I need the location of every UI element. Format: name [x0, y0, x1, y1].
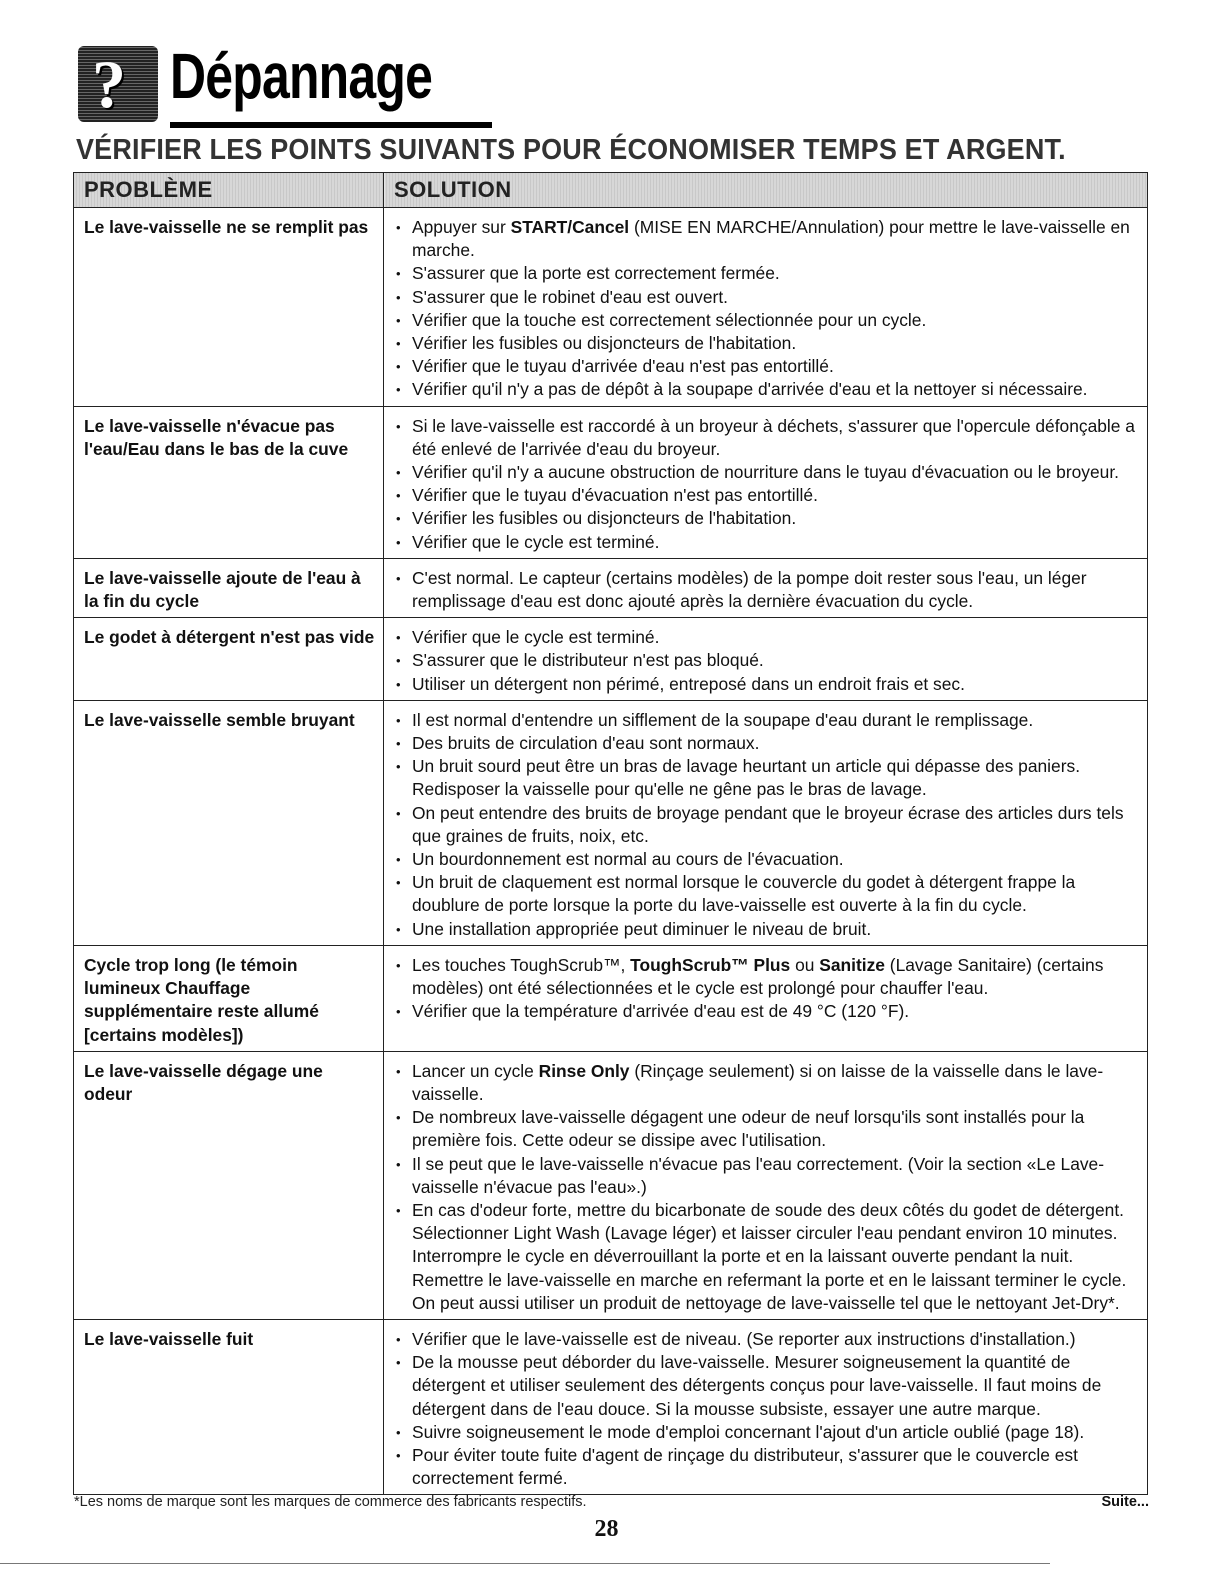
problem-cell: Le lave-vaisselle semble bruyant	[74, 700, 384, 945]
title-underline	[170, 122, 492, 128]
problem-cell: Le godet à détergent n'est pas vide	[74, 618, 384, 701]
page-number: 28	[594, 1516, 619, 1542]
solution-cell	[384, 618, 1148, 701]
troubleshooting-table	[73, 172, 1148, 1495]
solution-item: • C'est normal. Le capteur (certains modèles) de la pompe doit rester sous l'eau, un léger remplissage d'eau est donc ajouté après la dernière évacuation du cycle.	[394, 567, 1139, 613]
table-row	[74, 208, 1148, 407]
solution-item: • Vérifier que le cycle est terminé.	[394, 531, 1139, 554]
solution-item: • Si le lave-vaisselle est raccordé à un broyeur à déchets, s'assurer que l'opercule défonçable a été enlevé de l'arrivée d'eau du broyeur.	[394, 415, 1139, 461]
solution-item: • Vérifier que le tuyau d'arrivée d'eau n'est pas entortillé.	[394, 355, 1139, 378]
solution-list	[394, 1328, 1139, 1490]
solution-item: • Il est normal d'entendre un sifflement de la soupape d'eau durant le remplissage.	[394, 709, 1139, 732]
table-row	[74, 700, 1148, 945]
solution-item: • Un bourdonnement est normal au cours de l'évacuation.	[394, 848, 1139, 871]
page-header	[78, 38, 1148, 128]
solution-item: • Utiliser un détergent non périmé, entreposé dans un endroit frais et sec.	[394, 673, 1139, 696]
footnote: *Les noms de marque sont les marques de commerce des fabricants respectifs.	[74, 1494, 587, 1510]
solution-list	[394, 954, 1139, 1024]
solution-item: • Suivre soigneusement le mode d'emploi concernant l'ajout d'un article oublié (page 18).	[394, 1421, 1139, 1444]
solution-list	[394, 626, 1139, 696]
solution-item: • En cas d'odeur forte, mettre du bicarbonate de soude des deux côtés du godet de détergent. Sélectionner Light Wash (Lavage léger) et laisser circuler l'eau pendant environ 10 minutes. Interrompre le cycle en déverrouillant la porte et en la laissant ouverte pendant la nuit. Remettre le lave-vaisselle en marche en refermant la porte et en le laissant terminer le cycle. On peut aussi utiliser un produit de nettoyage de lave-vaisselle tel que le nettoyant Jet-Dry*.	[394, 1199, 1139, 1315]
solution-list	[394, 415, 1139, 554]
solution-column-header: SOLUTION	[384, 173, 1148, 208]
solution-item: • Des bruits de circulation d'eau sont normaux.	[394, 732, 1139, 755]
solution-list	[394, 1060, 1139, 1315]
solution-item: • S'assurer que le distributeur n'est pas bloqué.	[394, 649, 1139, 672]
page-title: Dépannage	[170, 40, 433, 112]
table-row	[74, 1051, 1148, 1319]
bottom-rule	[0, 1563, 1050, 1564]
solution-item: • Vérifier les fusibles ou disjoncteurs de l'habitation.	[394, 332, 1139, 355]
problem-cell: Le lave-vaisselle ne se remplit pas	[74, 208, 384, 407]
solution-item: • Vérifier que le cycle est terminé.	[394, 626, 1139, 649]
solution-cell	[384, 700, 1148, 945]
solution-item: • Il se peut que le lave-vaisselle n'évacue pas l'eau correctement. (Voir la section «Le Lave-vaisselle n'évacue pas l'eau».)	[394, 1153, 1139, 1199]
question-mark-icon: ?	[78, 46, 158, 122]
solution-item: • Vérifier qu'il n'y a aucune obstruction de nourriture dans le tuyau d'évacuation ou le broyeur.	[394, 461, 1139, 484]
table-row	[74, 558, 1148, 617]
table-row	[74, 618, 1148, 701]
solution-item: • Pour éviter toute fuite d'agent de rinçage du distributeur, s'assurer que le couvercle est correctement fermé.	[394, 1444, 1139, 1490]
solution-cell	[384, 945, 1148, 1051]
problem-cell: Cycle trop long (le témoin lumineux Chauffage supplémentaire reste allumé [certains modèles])	[74, 945, 384, 1051]
problem-cell: Le lave-vaisselle dégage une odeur	[74, 1051, 384, 1319]
problem-cell: Le lave-vaisselle fuit	[74, 1319, 384, 1494]
solution-item: • On peut entendre des bruits de broyage pendant que le broyeur écrase des articles durs tels que graines de fruits, noix, etc.	[394, 802, 1139, 848]
problem-column-header: PROBLÈME	[74, 173, 384, 208]
solution-item: • Un bruit sourd peut être un bras de lavage heurtant un article qui dépasse des paniers. Redisposer la vaisselle pour qu'elle ne gêne pas le bras de lavage.	[394, 755, 1139, 801]
solution-cell	[384, 1051, 1148, 1319]
problem-cell: Le lave-vaisselle n'évacue pas l'eau/Eau dans le bas de la cuve	[74, 406, 384, 558]
continued-label: Suite...	[1101, 1494, 1149, 1510]
solution-list	[394, 216, 1139, 402]
solution-cell	[384, 558, 1148, 617]
solution-item: • Vérifier qu'il n'y a pas de dépôt à la soupape d'arrivée d'eau et la nettoyer si nécessaire.	[394, 378, 1139, 401]
solution-list	[394, 567, 1139, 613]
table-row	[74, 1319, 1148, 1494]
solution-cell	[384, 208, 1148, 407]
solution-item: • Vérifier que le lave-vaisselle est de niveau. (Se reporter aux instructions d'installation.)	[394, 1328, 1139, 1351]
solution-item: • S'assurer que la porte est correctement fermée.	[394, 262, 1139, 285]
solution-item: • Lancer un cycle Rinse Only (Rinçage seulement) si on laisse de la vaisselle dans le lave-vaisselle.	[394, 1060, 1139, 1106]
solution-item: • Vérifier que la touche est correctement sélectionnée pour un cycle.	[394, 309, 1139, 332]
solution-item: • Vérifier les fusibles ou disjoncteurs de l'habitation.	[394, 507, 1139, 530]
problem-cell: Le lave-vaisselle ajoute de l'eau à la fin du cycle	[74, 558, 384, 617]
section-subheading: VÉRIFIER LES POINTS SUIVANTS POUR ÉCONOMISER TEMPS ET ARGENT.	[76, 134, 1066, 166]
solution-cell	[384, 1319, 1148, 1494]
solution-item: • Vérifier que le tuyau d'évacuation n'est pas entortillé.	[394, 484, 1139, 507]
solution-item: • Les touches ToughScrub™, ToughScrub™ Plus ou Sanitize (Lavage Sanitaire) (certains modèles) ont été sélectionnées et le cycle est prolongé pour chauffer l'eau.	[394, 954, 1139, 1000]
solution-cell	[384, 406, 1148, 558]
solution-item: • S'assurer que le robinet d'eau est ouvert.	[394, 286, 1139, 309]
solution-item: • Appuyer sur START/Cancel (MISE EN MARCHE/Annulation) pour mettre le lave-vaisselle en marche.	[394, 216, 1139, 262]
table-header-row	[74, 173, 1148, 208]
table-row	[74, 945, 1148, 1051]
solution-list	[394, 709, 1139, 941]
solution-item: • Une installation appropriée peut diminuer le niveau de bruit.	[394, 918, 1139, 941]
solution-item: • De nombreux lave-vaisselle dégagent une odeur de neuf lorsqu'ils sont installés pour la première fois. Cette odeur se dissipe avec l'utilisation.	[394, 1106, 1139, 1152]
solution-item: • Vérifier que la température d'arrivée d'eau est de 49 °C (120 °F).	[394, 1000, 1139, 1023]
solution-item: • De la mousse peut déborder du lave-vaisselle. Mesurer soigneusement la quantité de détergent et utiliser seulement des détergents conçus pour lave-vaisselle. Il faut moins de détergent dans de l'eau douce. Si la mousse subsiste, essayer une autre marque.	[394, 1351, 1139, 1421]
solution-item: • Un bruit de claquement est normal lorsque le couvercle du godet à détergent frappe la doublure de porte lorsque la porte du lave-vaisselle est ouverte à la fin du cycle.	[394, 871, 1139, 917]
table-row	[74, 406, 1148, 558]
table-body	[74, 208, 1148, 1495]
